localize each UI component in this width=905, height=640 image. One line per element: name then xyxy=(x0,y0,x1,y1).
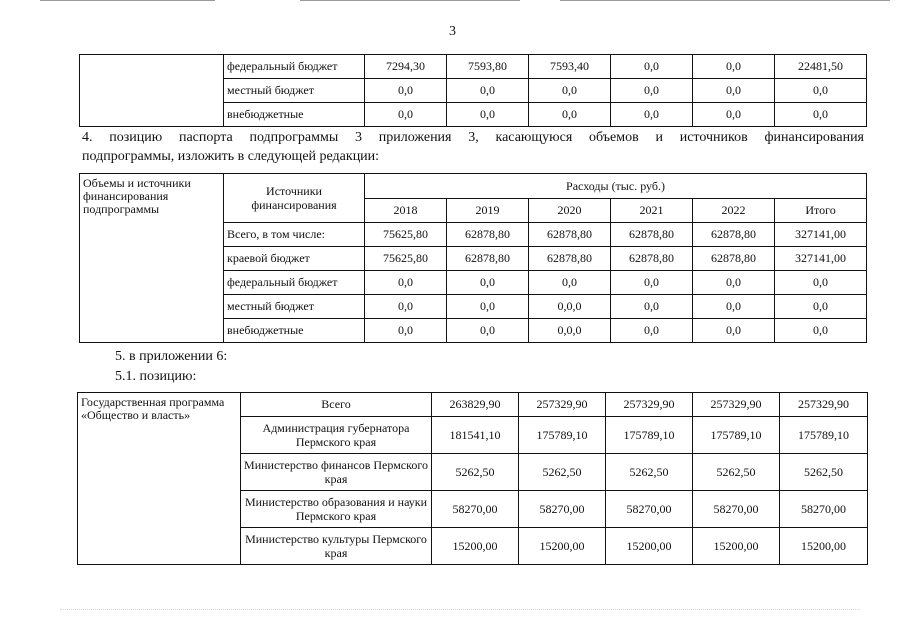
cell: 257329,90 xyxy=(519,393,606,417)
cell: 7294,30 xyxy=(365,55,447,79)
cell: 257329,90 xyxy=(606,393,693,417)
cell: 58270,00 xyxy=(432,491,519,528)
row-label: Министерство финансов Пермского края xyxy=(241,454,432,491)
cell: 5262,50 xyxy=(780,454,868,491)
cell: 15200,00 xyxy=(519,528,606,565)
cell: 0,0 xyxy=(693,319,775,343)
table-row xyxy=(78,393,868,417)
cell: 0,0 xyxy=(693,103,775,127)
paragraph-5-1: 5.1. позицию: xyxy=(115,369,197,384)
cell: 62878,80 xyxy=(693,247,775,271)
page-number: 3 xyxy=(449,24,456,39)
cell: 15200,00 xyxy=(780,528,868,565)
row-label: Всего xyxy=(241,393,432,417)
year-header: 2019 xyxy=(447,199,529,223)
cell: 257329,90 xyxy=(693,393,780,417)
cell: 0,0 xyxy=(365,295,447,319)
cell: 0,0 xyxy=(775,103,867,127)
empty-category-cell xyxy=(80,55,224,127)
row-label: федеральный бюджет xyxy=(224,55,365,79)
cell: 0,0 xyxy=(611,79,693,103)
program-cell: Государственная программа «Общество и власть» xyxy=(78,393,241,565)
cell: 327141,00 xyxy=(775,247,867,271)
cell: 327141,00 xyxy=(775,223,867,247)
cell: 0,0 xyxy=(611,271,693,295)
row-label: местный бюджет xyxy=(224,79,365,103)
table-header-row xyxy=(80,174,867,199)
cell: 58270,00 xyxy=(606,491,693,528)
cell: 5262,50 xyxy=(519,454,606,491)
table-top-continuation xyxy=(79,54,867,127)
cell: 0,0 xyxy=(775,295,867,319)
cell: 175789,10 xyxy=(519,417,606,454)
cell: 0,0 xyxy=(693,55,775,79)
row-label: федеральный бюджет xyxy=(224,271,365,295)
cell: 0,0 xyxy=(447,295,529,319)
cell: 0,0 xyxy=(447,79,529,103)
expenses-header: Расходы (тыс. руб.) xyxy=(365,174,867,199)
cell: 0,0 xyxy=(775,271,867,295)
cell: 7593,80 xyxy=(447,55,529,79)
cell: 0,0 xyxy=(529,79,611,103)
cell: 0,0 xyxy=(775,79,867,103)
cell: 175789,10 xyxy=(606,417,693,454)
cell: 0,0 xyxy=(611,295,693,319)
year-header: 2018 xyxy=(365,199,447,223)
cell: 0,0 xyxy=(365,271,447,295)
scan-bottom-dots xyxy=(60,609,860,611)
cell: 58270,00 xyxy=(519,491,606,528)
cell: 62878,80 xyxy=(529,247,611,271)
row-label: Министерство культуры Пермского края xyxy=(241,528,432,565)
row-label: краевой бюджет xyxy=(224,247,365,271)
cell: 5262,50 xyxy=(606,454,693,491)
cell: 58270,00 xyxy=(780,491,868,528)
cell: 0,0 xyxy=(529,271,611,295)
table-passport xyxy=(79,173,867,343)
cell: 62878,80 xyxy=(693,223,775,247)
scan-edge-line xyxy=(560,0,890,1)
cell: 15200,00 xyxy=(432,528,519,565)
cell: 62878,80 xyxy=(447,247,529,271)
cell: 0,0 xyxy=(693,79,775,103)
cell: 0,0 xyxy=(365,79,447,103)
cell: 0,0 xyxy=(693,271,775,295)
scan-edge-line xyxy=(40,0,215,1)
cell: 62878,80 xyxy=(529,223,611,247)
row-label: Всего, в том числе: xyxy=(224,223,365,247)
cell: 0,0 xyxy=(447,103,529,127)
cell: 5262,50 xyxy=(693,454,780,491)
cell: 263829,90 xyxy=(432,393,519,417)
sources-header: Источники финансирования xyxy=(224,174,365,223)
cell: 0,0 xyxy=(365,319,447,343)
cell: 15200,00 xyxy=(693,528,780,565)
row-label: внебюджетные xyxy=(224,103,365,127)
cell: 0,0 xyxy=(611,103,693,127)
cell: 75625,80 xyxy=(365,223,447,247)
row-label: внебюджетные xyxy=(224,319,365,343)
cell: 62878,80 xyxy=(611,223,693,247)
cell: 22481,50 xyxy=(775,55,867,79)
row-label: Министерство образования и науки Пермского края xyxy=(241,491,432,528)
cell: 175789,10 xyxy=(780,417,868,454)
paragraph-4-line1: 4. позицию паспорта подпрограммы 3 приложения 3, касающуюся объемов и источников финансирования xyxy=(82,130,864,145)
cell: 0,0,0 xyxy=(529,295,611,319)
cell: 0,0 xyxy=(611,319,693,343)
cell: 7593,40 xyxy=(529,55,611,79)
cell: 181541,10 xyxy=(432,417,519,454)
year-header: 2021 xyxy=(611,199,693,223)
year-header: Итого xyxy=(775,199,867,223)
category-cell: Объемы и источники финансирования подпрограммы xyxy=(80,174,224,343)
cell: 0,0 xyxy=(529,103,611,127)
cell: 0,0 xyxy=(693,295,775,319)
cell: 0,0 xyxy=(447,271,529,295)
year-header: 2020 xyxy=(529,199,611,223)
cell: 15200,00 xyxy=(606,528,693,565)
cell: 0,0 xyxy=(365,103,447,127)
table-row xyxy=(80,55,867,79)
cell: 0,0 xyxy=(775,319,867,343)
paragraph-4-line2: подпрограммы, изложить в следующей редакции: xyxy=(82,149,380,164)
cell: 62878,80 xyxy=(611,247,693,271)
cell: 5262,50 xyxy=(432,454,519,491)
paragraph-5: 5. в приложении 6: xyxy=(115,349,228,364)
cell: 58270,00 xyxy=(693,491,780,528)
cell: 175789,10 xyxy=(693,417,780,454)
cell: 0,0 xyxy=(611,55,693,79)
cell: 62878,80 xyxy=(447,223,529,247)
year-header: 2022 xyxy=(693,199,775,223)
scan-edge-line xyxy=(300,0,520,1)
cell: 0,0 xyxy=(447,319,529,343)
cell: 257329,90 xyxy=(780,393,868,417)
cell: 75625,80 xyxy=(365,247,447,271)
row-label: Администрация губернатора Пермского края xyxy=(241,417,432,454)
table-program xyxy=(77,392,868,565)
cell: 0,0,0 xyxy=(529,319,611,343)
row-label: местный бюджет xyxy=(224,295,365,319)
